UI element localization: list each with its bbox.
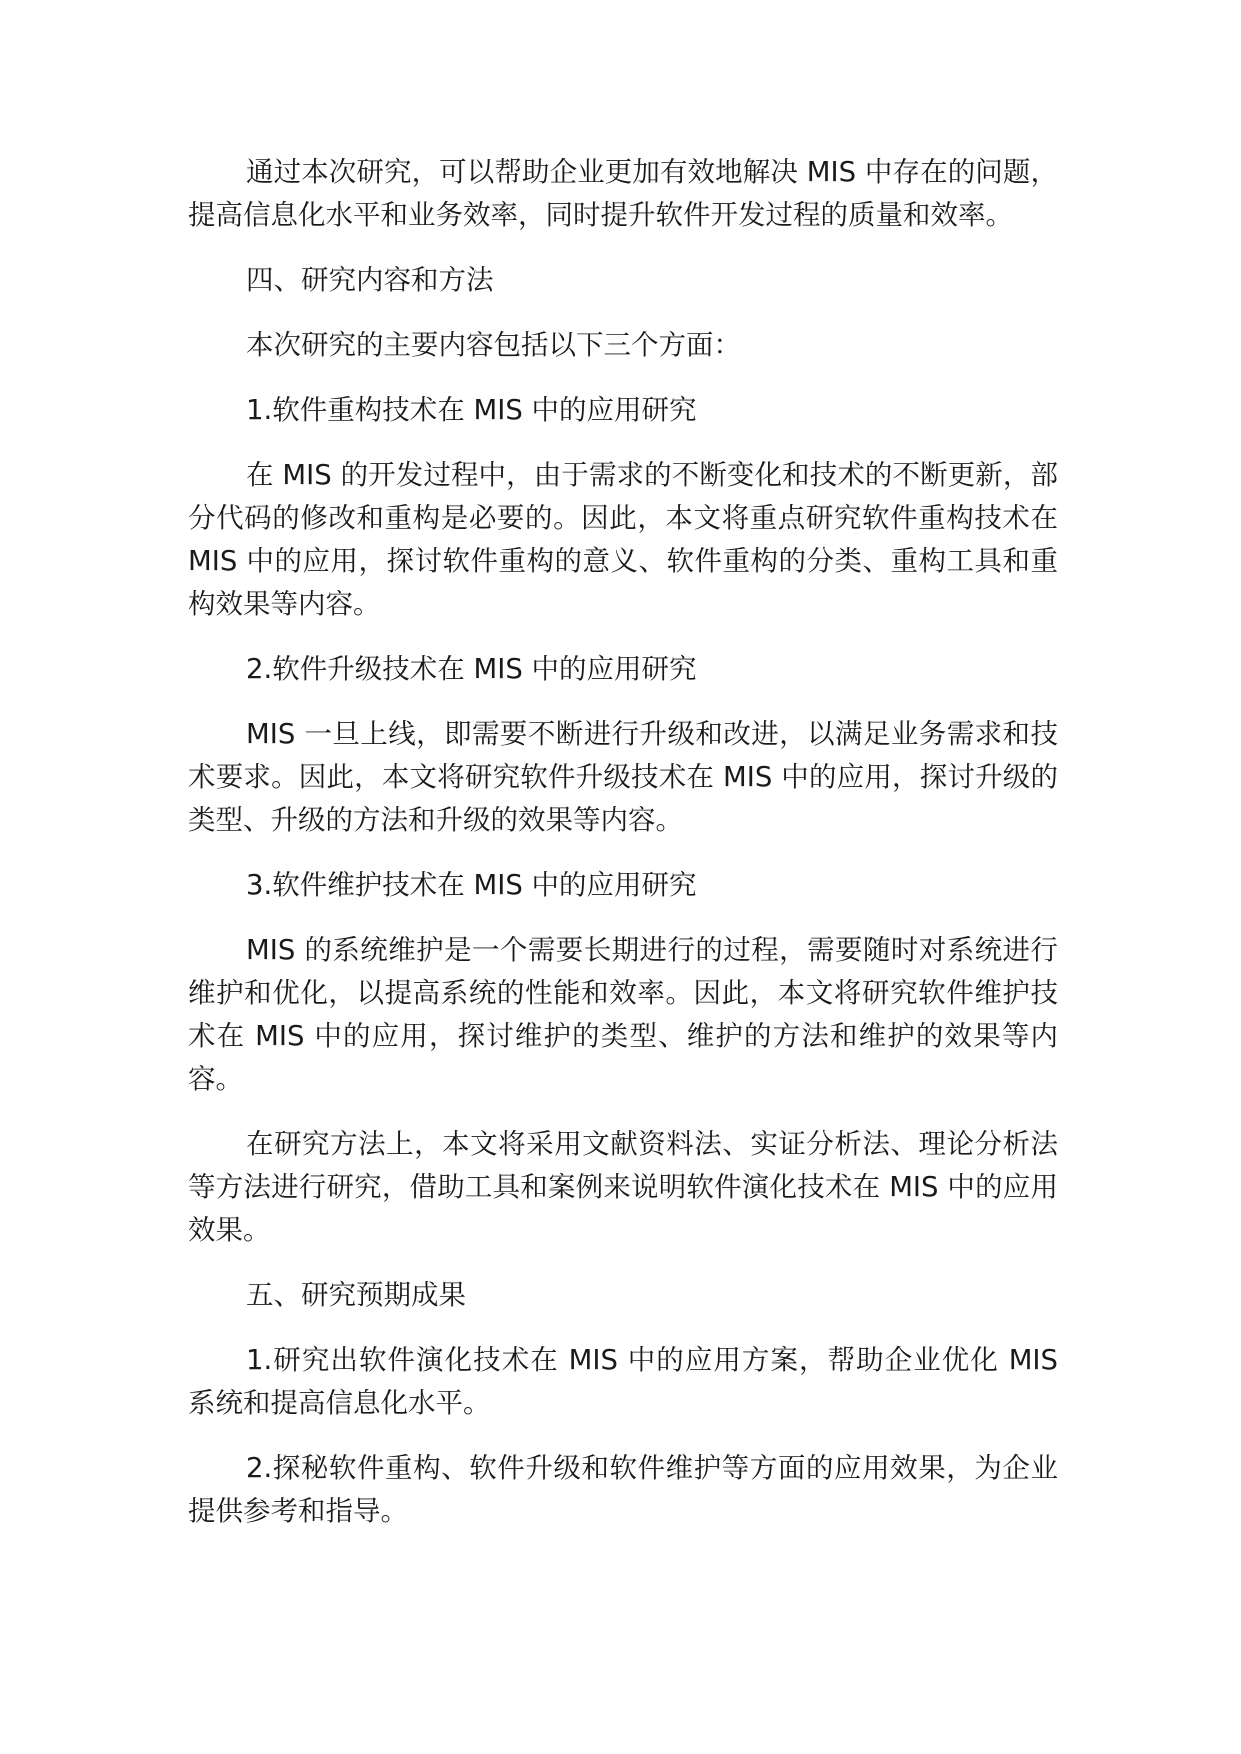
paragraph-maintenance: MIS 的系统维护是一个需要长期进行的过程，需要随时对系统进行维护和优化，以提高系统的性能和效率。因此，本文将研究软件维护技术在 MIS 中的应用，探讨维护的类型、维护的方法和维护的效果等内容。 — [188, 934, 1058, 1095]
subheading-upgrade: 2.软件升级技术在 MIS 中的应用研究 — [246, 653, 697, 685]
paragraph-research-methods: 在研究方法上，本文将采用文献资料法、实证分析法、理论分析法等方法进行研究，借助工具和案例来说明软件演化技术在 MIS 中的应用效果。 — [188, 1128, 1058, 1246]
paragraph-refactoring: 在 MIS 的开发过程中，由于需求的不断变化和技术的不断更新，部分代码的修改和重构是必要的。因此，本文将重点研究软件重构技术在 MIS 中的应用，探讨软件重构的意义、软件重构的分类、重构工具和重构效果等内容。 — [188, 459, 1058, 620]
paragraph-result-1: 1.研究出软件演化技术在 MIS 中的应用方案，帮助企业优化 MIS 系统和提高信息化水平。 — [188, 1344, 1058, 1419]
section-heading-content-and-methods: 四、研究内容和方法 — [246, 264, 494, 296]
section-heading-expected-results: 五、研究预期成果 — [246, 1279, 466, 1311]
paragraph-upgrade: MIS 一旦上线，即需要不断进行升级和改进，以满足业务需求和技术要求。因此，本文将研究软件升级技术在 MIS 中的应用，探讨升级的类型、升级的方法和升级的效果等内容。 — [188, 718, 1058, 836]
paragraph-result-2: 2.探秘软件重构、软件升级和软件维护等方面的应用效果，为企业提供参考和指导。 — [188, 1452, 1058, 1527]
document-body — [188, 151, 1058, 1555]
paragraph-research-significance: 通过本次研究，可以帮助企业更加有效地解决 MIS 中存在的问题，提高信息化水平和业务效率，同时提升软件开发过程的质量和效率。 — [188, 156, 1058, 231]
subheading-refactoring: 1.软件重构技术在 MIS 中的应用研究 — [246, 394, 697, 426]
subheading-maintenance: 3.软件维护技术在 MIS 中的应用研究 — [246, 869, 697, 901]
paragraph-main-content-intro: 本次研究的主要内容包括以下三个方面： — [246, 329, 741, 361]
